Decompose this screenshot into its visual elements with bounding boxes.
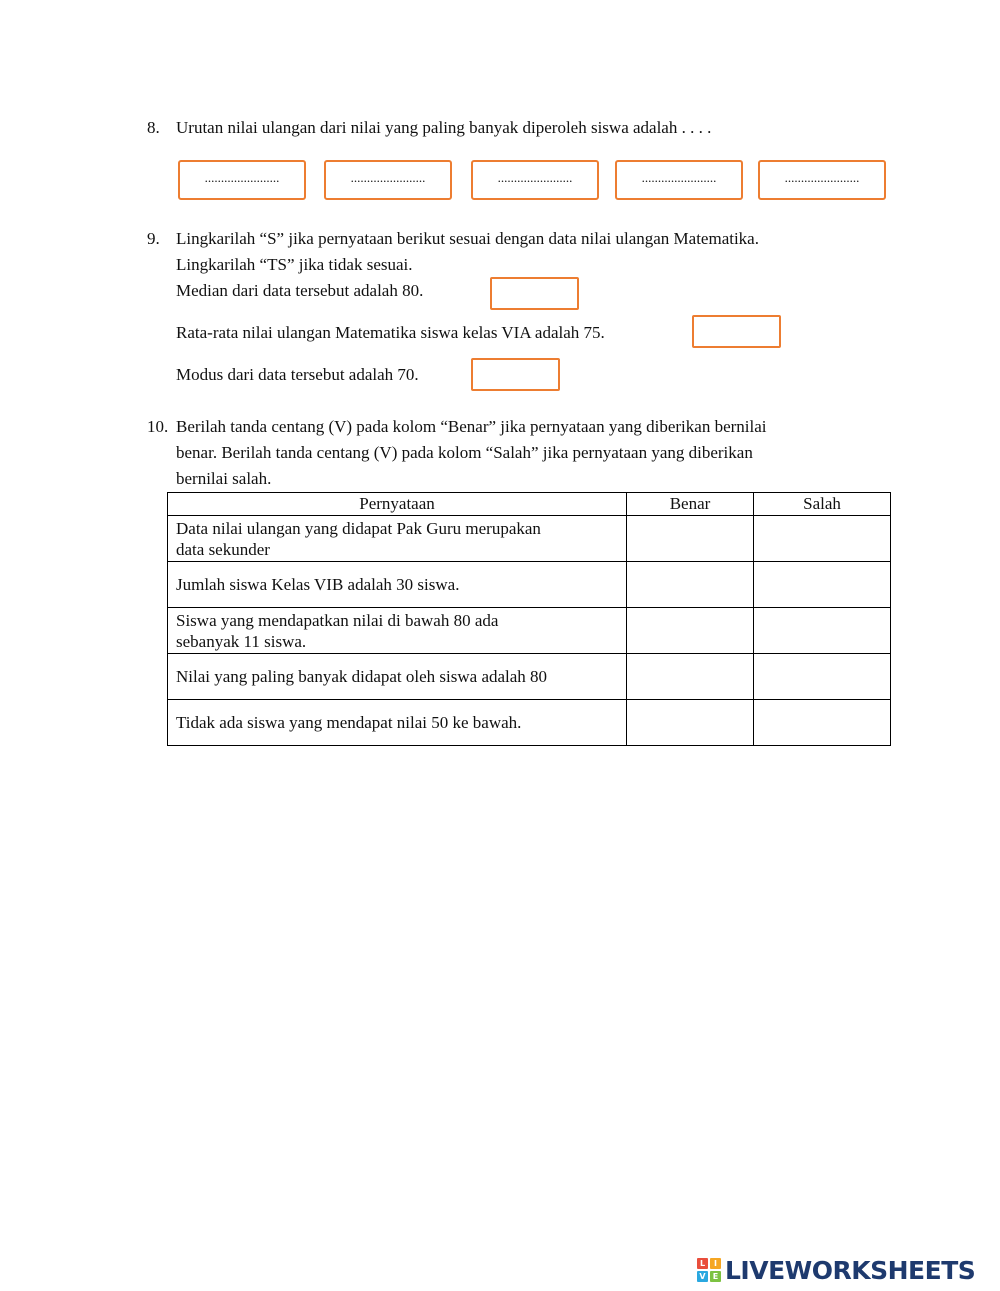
header-pernyataan: Pernyataan: [168, 493, 627, 516]
salah-cell[interactable]: [754, 562, 891, 608]
header-benar: Benar: [627, 493, 754, 516]
statement-line: Jumlah siswa Kelas VIB adalah 30 siswa.: [176, 575, 460, 594]
benar-cell[interactable]: [627, 608, 754, 654]
q9-answer-box-mode[interactable]: [471, 358, 560, 391]
statement-line: data sekunder: [176, 539, 270, 559]
q9-line-2: Lingkarilah “TS” jika tidak sesuai.: [176, 255, 413, 274]
q8-answer-box-3[interactable]: .......................: [471, 160, 599, 200]
q10-number: 10.: [147, 417, 169, 436]
logo-letter: L: [697, 1258, 708, 1269]
statement-cell: [168, 562, 627, 608]
logo-letter: E: [710, 1271, 721, 1282]
salah-cell[interactable]: [754, 516, 891, 562]
table-row: [168, 562, 891, 608]
q8-answer-box-2[interactable]: .......................: [324, 160, 452, 200]
statement-cell: [168, 654, 627, 700]
salah-cell[interactable]: [754, 654, 891, 700]
q9-answer-box-mean[interactable]: [692, 315, 781, 348]
logo-text: LIVEWORKSHEETS: [725, 1255, 976, 1285]
logo-letter: I: [710, 1258, 721, 1269]
table-row: [168, 700, 891, 746]
header-salah: Salah: [754, 493, 891, 516]
table-row: [168, 608, 891, 654]
statement-line: Tidak ada siswa yang mendapat nilai 50 ke bawah.: [176, 713, 522, 732]
q9-line-1: Lingkarilah “S” jika pernyataan berikut sesuai dengan data nilai ulangan Matematika.: [176, 229, 759, 248]
statement-cell: [168, 608, 627, 654]
statement-line: Nilai yang paling banyak didapat oleh siswa adalah 80: [176, 667, 548, 686]
table-row: [168, 654, 891, 700]
table-row: [168, 516, 891, 562]
statement-cell: [168, 700, 627, 746]
statement-line: sebanyak 11 siswa.: [176, 631, 307, 651]
benar-cell[interactable]: [627, 562, 754, 608]
q9-statement-mode: Modus dari data tersebut adalah 70.: [176, 365, 419, 384]
statement-table: [167, 492, 891, 746]
benar-cell[interactable]: [627, 654, 754, 700]
logo-icon: [697, 1258, 721, 1282]
q8-number: 8.: [147, 118, 160, 137]
statement-line: Siswa yang mendapatkan nilai di bawah 80 ada: [176, 610, 499, 630]
q9-statement-mean: Rata-rata nilai ulangan Matematika siswa kelas VIA adalah 75.: [176, 323, 605, 342]
liveworksheets-logo[interactable]: [697, 1255, 975, 1285]
salah-cell[interactable]: [754, 700, 891, 746]
logo-letter: V: [697, 1271, 708, 1282]
q10-line-1: Berilah tanda centang (V) pada kolom “Benar” jika pernyataan yang diberikan bernilai: [176, 417, 767, 436]
q8-answer-box-4[interactable]: .......................: [615, 160, 743, 200]
statement-line: Data nilai ulangan yang didapat Pak Guru merupakan: [176, 518, 541, 538]
benar-cell[interactable]: [627, 516, 754, 562]
q8-answer-box-1[interactable]: .......................: [178, 160, 306, 200]
q9-number: 9.: [147, 229, 160, 248]
q9-answer-box-median[interactable]: [490, 277, 579, 310]
q8-answer-box-5[interactable]: .......................: [758, 160, 886, 200]
q10-line-3: bernilai salah.: [176, 469, 272, 488]
table-header-row: [168, 493, 891, 516]
q8-text: Urutan nilai ulangan dari nilai yang paling banyak diperoleh siswa adalah . . . .: [176, 118, 712, 137]
q9-statement-median: Median dari data tersebut adalah 80.: [176, 281, 424, 300]
salah-cell[interactable]: [754, 608, 891, 654]
q10-line-2: benar. Berilah tanda centang (V) pada kolom “Salah” jika pernyataan yang diberikan: [176, 443, 753, 462]
benar-cell[interactable]: [627, 700, 754, 746]
statement-cell: [168, 516, 627, 562]
